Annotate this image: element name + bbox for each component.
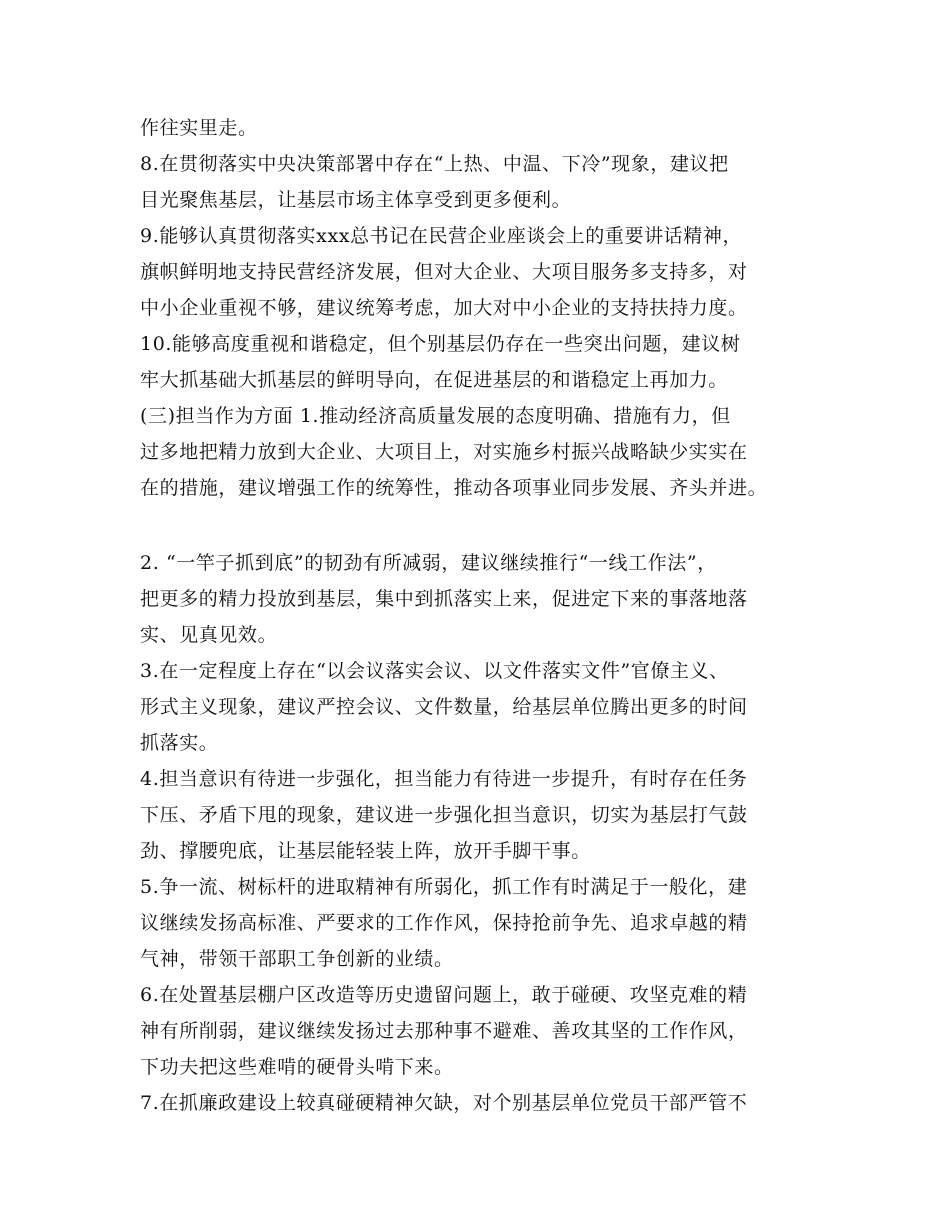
text-line: 神有所削弱，建议继续发扬过去那种事不避难、善攻其坚的工作作风，	[140, 1020, 748, 1042]
text-line: (三)担当作为方面 1.推动经济高质量发展的态度明确、措施有力，但	[140, 405, 731, 427]
text-line: 10.能够高度重视和谐稳定，但个别基层仍存在一些突出问题，建议树	[140, 333, 741, 355]
text-line: 作往实里走。	[140, 117, 258, 139]
text-line: 中小企业重视不够，建议统筹考虑，加大对中小企业的支持扶持力度。	[140, 297, 748, 319]
text-line: 过多地把精力放到大企业、大项目上，对实施乡村振兴战略缺少实实在	[140, 441, 748, 463]
text-line: 劲、撑腰兜底，让基层能轻装上阵，放开手脚干事。	[140, 840, 591, 862]
text-line: 3.在一定程度上存在“以会议落实会议、以文件落实文件”官僚主义、	[140, 660, 729, 682]
text-line: 4.担当意识有待进一步强化，担当能力有待进一步提升，有时存在任务	[140, 768, 748, 790]
text-line: 气神，带领干部职工争创新的业绩。	[140, 948, 454, 970]
text-line: 形式主义现象，建议严控会议、文件数量，给基层单位腾出更多的时间	[140, 696, 748, 718]
text-line: 8.在贯彻落实中央决策部署中存在“上热、中温、下冷”现象，建议把	[140, 153, 729, 175]
text-line: 议继续发扬高标准、严要求的工作作风，保持抢前争先、追求卓越的精	[140, 912, 748, 934]
text-line: 9.能够认真贯彻落实xxx总书记在民营企业座谈会上的重要讲话精神，	[140, 225, 743, 247]
text-line: 抓落实。	[140, 732, 219, 754]
text-line: 实、见真见效。	[140, 624, 278, 646]
text-line: 旗帜鲜明地支持民营经济发展，但对大企业、大项目服务多支持多，对	[140, 261, 748, 283]
text-line: 把更多的精力投放到基层，集中到抓落实上来，促进定下来的事落地落	[140, 588, 748, 610]
text-line: 牢大抓基础大抓基层的鲜明导向，在促进基层的和谐稳定上再加力。	[140, 369, 729, 391]
text-line: 7.在抓廉政建设上较真碰硬精神欠缺，对个别基层单位党员干部严管不	[140, 1092, 748, 1114]
text-line: 在的措施，建议增强工作的统筹性，推动各项事业同步发展、齐头并进。	[140, 477, 768, 499]
text-line: 目光聚焦基层，让基层市场主体享受到更多便利。	[140, 189, 572, 211]
text-line: 2. “一竿子抓到底”的韧劲有所减弱，建议继续推行“一线工作法”，	[140, 552, 717, 574]
text-line: 6.在处置基层棚户区改造等历史遗留问题上，敢于碰硬、攻坚克难的精	[140, 984, 748, 1006]
text-line: 5.争一流、树标杆的进取精神有所弱化，抓工作有时满足于一般化，建	[140, 876, 748, 898]
text-line: 下压、矛盾下甩的现象，建议进一步强化担当意识，切实为基层打气鼓	[140, 804, 748, 826]
text-line: 下功夫把这些难啃的硬骨头啃下来。	[140, 1056, 454, 1078]
